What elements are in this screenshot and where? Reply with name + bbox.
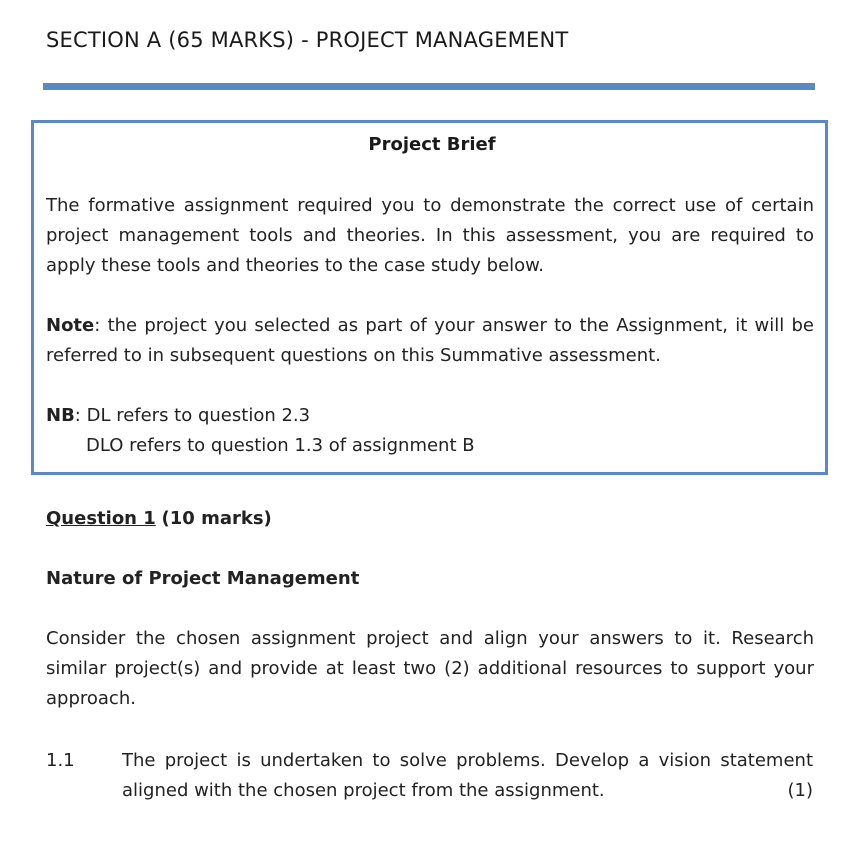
question-item-marks: (1): [787, 780, 813, 801]
question-item-number: 1.1: [46, 750, 75, 771]
section-divider: [43, 83, 815, 90]
note-text: : the project you selected as part of your answer to the Assignment, it will be referred to in subsequent questions on this Summative assessment.: [46, 315, 814, 366]
nb-line-2: DLO refers to question 1.3 of assignment B: [86, 435, 475, 456]
nb-line-1: [46, 401, 310, 431]
nb-label: NB: [46, 405, 75, 426]
brief-intro-paragraph: The formative assignment required you to demonstrate the correct use of certain project management tools and theories. In this assessment, you are required to apply these tools and theories to the case study below.: [46, 195, 814, 276]
nb-line-1-text: : DL refers to question 2.3: [74, 405, 311, 426]
question-1-heading: [46, 504, 272, 534]
question-1-subheading: Nature of Project Management: [46, 568, 360, 589]
question-item-text: The project is undertaken to solve problems. Develop a vision statement aligned with the chosen project from the assignment.: [122, 750, 813, 801]
section-title: SECTION A (65 MARKS) - PROJECT MANAGEMENT: [46, 28, 569, 52]
project-brief-heading: Project Brief: [368, 134, 496, 155]
question-1-label: Question 1: [46, 508, 156, 529]
brief-note-paragraph: [46, 311, 814, 371]
question-1-marks: (10 marks): [161, 508, 272, 529]
note-label: Note: [46, 315, 95, 336]
question-1-instructions: Consider the chosen assignment project and align your answers to it. Research similar project(s) and provide at least two (2) additional resources to support your approach.: [46, 628, 814, 709]
